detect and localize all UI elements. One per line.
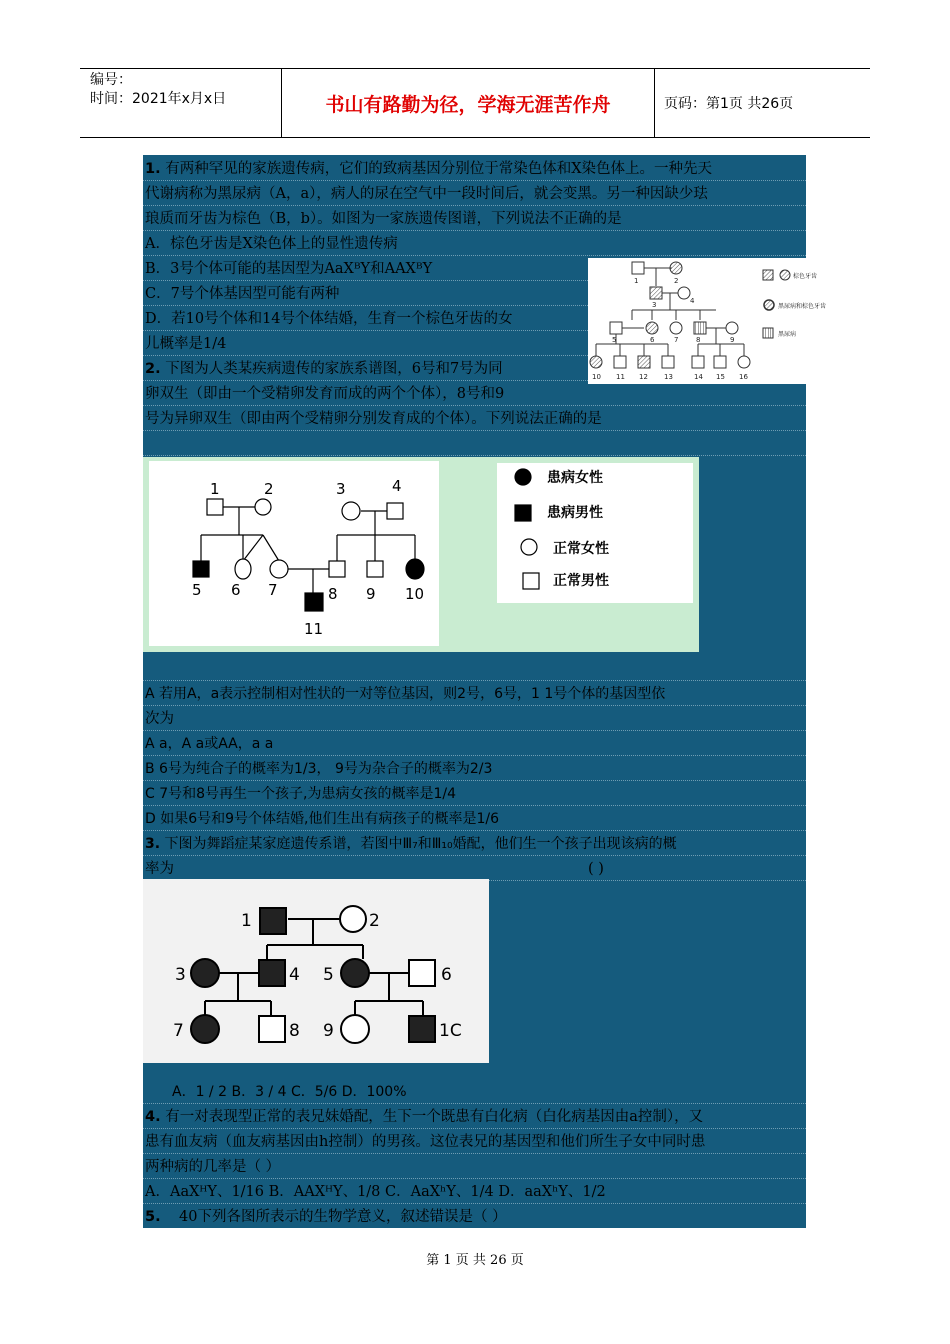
svg-text:13: 13	[664, 373, 673, 381]
q3-node-8	[259, 1016, 285, 1042]
svg-text:4: 4	[392, 477, 402, 495]
header-motto: 书山有路勤为径，学海无涯苦作舟	[282, 69, 655, 137]
svg-text:4: 4	[690, 297, 695, 305]
svg-text:3: 3	[652, 301, 657, 309]
svg-text:3: 3	[175, 965, 186, 985]
svg-text:1: 1	[241, 911, 252, 931]
time-label: 时间：2021年x月x日	[90, 91, 227, 107]
q1-node-11	[614, 356, 626, 368]
svg-text:6: 6	[441, 965, 452, 985]
q1-node-15	[714, 356, 726, 368]
q1-legend-both: 黑尿病和棕色牙齿	[778, 303, 827, 310]
svg-text:11: 11	[304, 620, 324, 638]
q1-node-2	[670, 262, 682, 274]
svg-text:5: 5	[323, 965, 334, 985]
q3-node-5	[341, 959, 369, 987]
q2-option-a-cont: 次为	[145, 711, 174, 727]
page-header	[80, 68, 870, 138]
header-meta	[80, 69, 282, 137]
svg-text:9: 9	[730, 336, 735, 344]
q3-options: A．1 / 2 B．3 / 4 C．5/6 D．100%	[172, 1084, 407, 1100]
svg-text:8: 8	[289, 1021, 300, 1041]
q2-node-2	[255, 499, 271, 515]
q2-pedigree-chart	[143, 457, 699, 652]
q3-line1: 3. 下图为舞蹈症某家庭遗传系谱，若图中Ⅲ₇和Ⅲ₁₀婚配，他们生一个孩子出现该病的概	[145, 836, 677, 852]
q3-answer-paren: ( )	[588, 861, 604, 877]
q1-line1: 1. 有两种罕见的家族遗传病，它们的致病基因分别位于常染色体和X染色体上。一种先天	[145, 161, 713, 177]
q1-line3: 琅质而牙齿为棕色（B，b）。如图为一家族遗传图谱，下列说法不正确的是	[145, 211, 622, 227]
svg-text:1: 1	[634, 277, 639, 285]
q1-option-a: A．棕色牙齿是X染色体上的显性遗传病	[145, 236, 398, 252]
svg-text:15: 15	[716, 373, 725, 381]
q3-line2: 率为	[145, 861, 174, 877]
svg-text:7: 7	[268, 581, 278, 599]
svg-text:2: 2	[369, 911, 380, 931]
q2-option-c: C 7号和8号再生一个孩子,为患病女孩的概率是1/4	[145, 786, 457, 802]
q3-node-4	[259, 960, 285, 986]
svg-text:10: 10	[592, 373, 601, 381]
q4-line3: 两种病的几率是（ ）	[145, 1159, 281, 1175]
q3-pedigree-chart	[143, 879, 489, 1063]
q1-line2: 代谢病称为黑尿病（A，a），病人的尿在空气中一段时间后，就会变黑。另一种因缺少珐	[145, 186, 708, 202]
svg-text:1C: 1C	[439, 1021, 462, 1041]
svg-text:16: 16	[739, 373, 748, 381]
number-label: 编号：	[90, 72, 132, 88]
q3-node-1	[260, 908, 286, 934]
q2-option-b: B 6号为纯合子的概率为1/3， 9号为杂合子的概率为2/3	[145, 761, 493, 777]
q2-option-a: A 若用A，a表示控制相对性状的一对等位基因，则2号，6号，1 1号个体的基因型依	[145, 686, 666, 702]
q1-node-6	[646, 322, 658, 334]
q1-node-9	[726, 322, 738, 334]
q3-node-10	[409, 1016, 435, 1042]
q4-options: A．AaXᴴY、1/16 B．AAXᴴY、1/8 C．AaXʰY、1/4 D．aaXʰY、1/2	[145, 1184, 606, 1200]
q1-node-3	[650, 287, 662, 299]
q3-node-7	[191, 1015, 219, 1043]
svg-text:4: 4	[289, 965, 300, 985]
q2-line3: 号为异卵双生（即由两个受精卵分别发育成的个体）。下列说法正确的是	[145, 411, 602, 427]
q2-node-9	[367, 561, 383, 577]
q2-node-1	[207, 499, 223, 515]
q4-line2: 患有血友病（血友病基因由h控制）的男孩。这位表兄的基因型和他们所生子女中同时患	[145, 1134, 706, 1150]
q1-node-12	[638, 356, 650, 368]
q2-node-5	[193, 561, 209, 577]
svg-text:8: 8	[328, 585, 338, 603]
svg-text:5: 5	[192, 581, 202, 599]
q1-option-b: B．3号个体可能的基因型为AaXᴮY和AAXᴮY	[145, 261, 433, 277]
q2-node-10	[406, 559, 424, 579]
q2-option-d: D 如果6号和9号个体结婚,他们生出有病孩子的概率是1/6	[145, 811, 500, 827]
q2-line2: 卵双生（即由一个受精卵发育而成的两个个体），8号和9	[145, 386, 505, 402]
q1-option-d: D．若10号个体和14号个体结婚，生育一个棕色牙齿的女	[145, 311, 513, 327]
svg-text:8: 8	[696, 336, 701, 344]
svg-text:11: 11	[616, 373, 625, 381]
q1-node-5	[610, 322, 622, 334]
q2-pedigree-figure	[143, 457, 699, 652]
page-footer: 第 1 页 共 26 页	[426, 1253, 524, 1268]
q1-node-8	[694, 322, 706, 334]
q3-node-9	[341, 1015, 369, 1043]
q1-node-1	[632, 262, 644, 274]
q2-option-a-answer: A a，A a或AA，a a	[145, 736, 274, 752]
svg-text:9: 9	[323, 1021, 334, 1041]
svg-text:7: 7	[674, 336, 679, 344]
q2-line1: 2. 下图为人类某疾病遗传的家族系谱图，6号和7号为同	[145, 361, 503, 377]
q3-node-3	[191, 959, 219, 987]
header-page-info: 页码：第1页 共26页	[664, 96, 794, 112]
q1-node-7	[670, 322, 682, 334]
svg-text:3: 3	[336, 480, 346, 498]
svg-text:1: 1	[210, 480, 220, 498]
svg-text:6: 6	[650, 336, 655, 344]
svg-text:6: 6	[231, 581, 241, 599]
q2-legend-normal-female: 正常女性	[553, 541, 609, 557]
q1-node-14	[692, 356, 704, 368]
q2-node-11	[305, 593, 323, 611]
svg-text:10: 10	[405, 585, 425, 603]
q1-pedigree-chart	[588, 258, 827, 384]
q5-line1: 5. 40下列各图所表示的生物学意义，叙述错误是（ ）	[145, 1209, 507, 1225]
q3-pedigree-figure	[143, 879, 489, 1063]
q3-node-6	[409, 960, 435, 986]
q4-line1: 4. 有一对表现型正常的表兄妹婚配，生下一个既患有白化病（白化病基因由a控制），又	[145, 1109, 704, 1125]
q1-node-16	[738, 356, 750, 368]
q2-legend-normal-male: 正常男性	[553, 573, 609, 589]
q2-node-8	[329, 561, 345, 577]
q1-option-c: C．7号个体基因型可能有两种	[145, 286, 340, 302]
q1-legend-brown: 棕色牙齿	[793, 273, 818, 280]
q2-node-4	[387, 503, 403, 519]
svg-text:12: 12	[639, 373, 648, 381]
q2-legend-affected-male: 患病男性	[547, 505, 603, 521]
svg-text:2: 2	[264, 480, 274, 498]
svg-text:2: 2	[674, 277, 679, 285]
q1-legend-alkapton: 黑尿病	[778, 331, 797, 338]
q1-option-d-cont: 儿概率是1/4	[145, 336, 227, 352]
q1-pedigree-figure	[588, 258, 827, 384]
q2-node-6	[235, 559, 251, 579]
svg-text:14: 14	[694, 373, 703, 381]
svg-text:9: 9	[366, 585, 376, 603]
svg-text:7: 7	[173, 1021, 184, 1041]
q1-node-10	[590, 356, 602, 368]
q2-node-3	[342, 502, 360, 520]
q3-node-2	[340, 906, 366, 932]
q1-node-13	[662, 356, 674, 368]
q2-node-7	[270, 560, 288, 578]
q1-node-4	[678, 287, 690, 299]
q2-legend-affected-female: 患病女性	[547, 470, 603, 486]
svg-text:5: 5	[612, 336, 617, 344]
